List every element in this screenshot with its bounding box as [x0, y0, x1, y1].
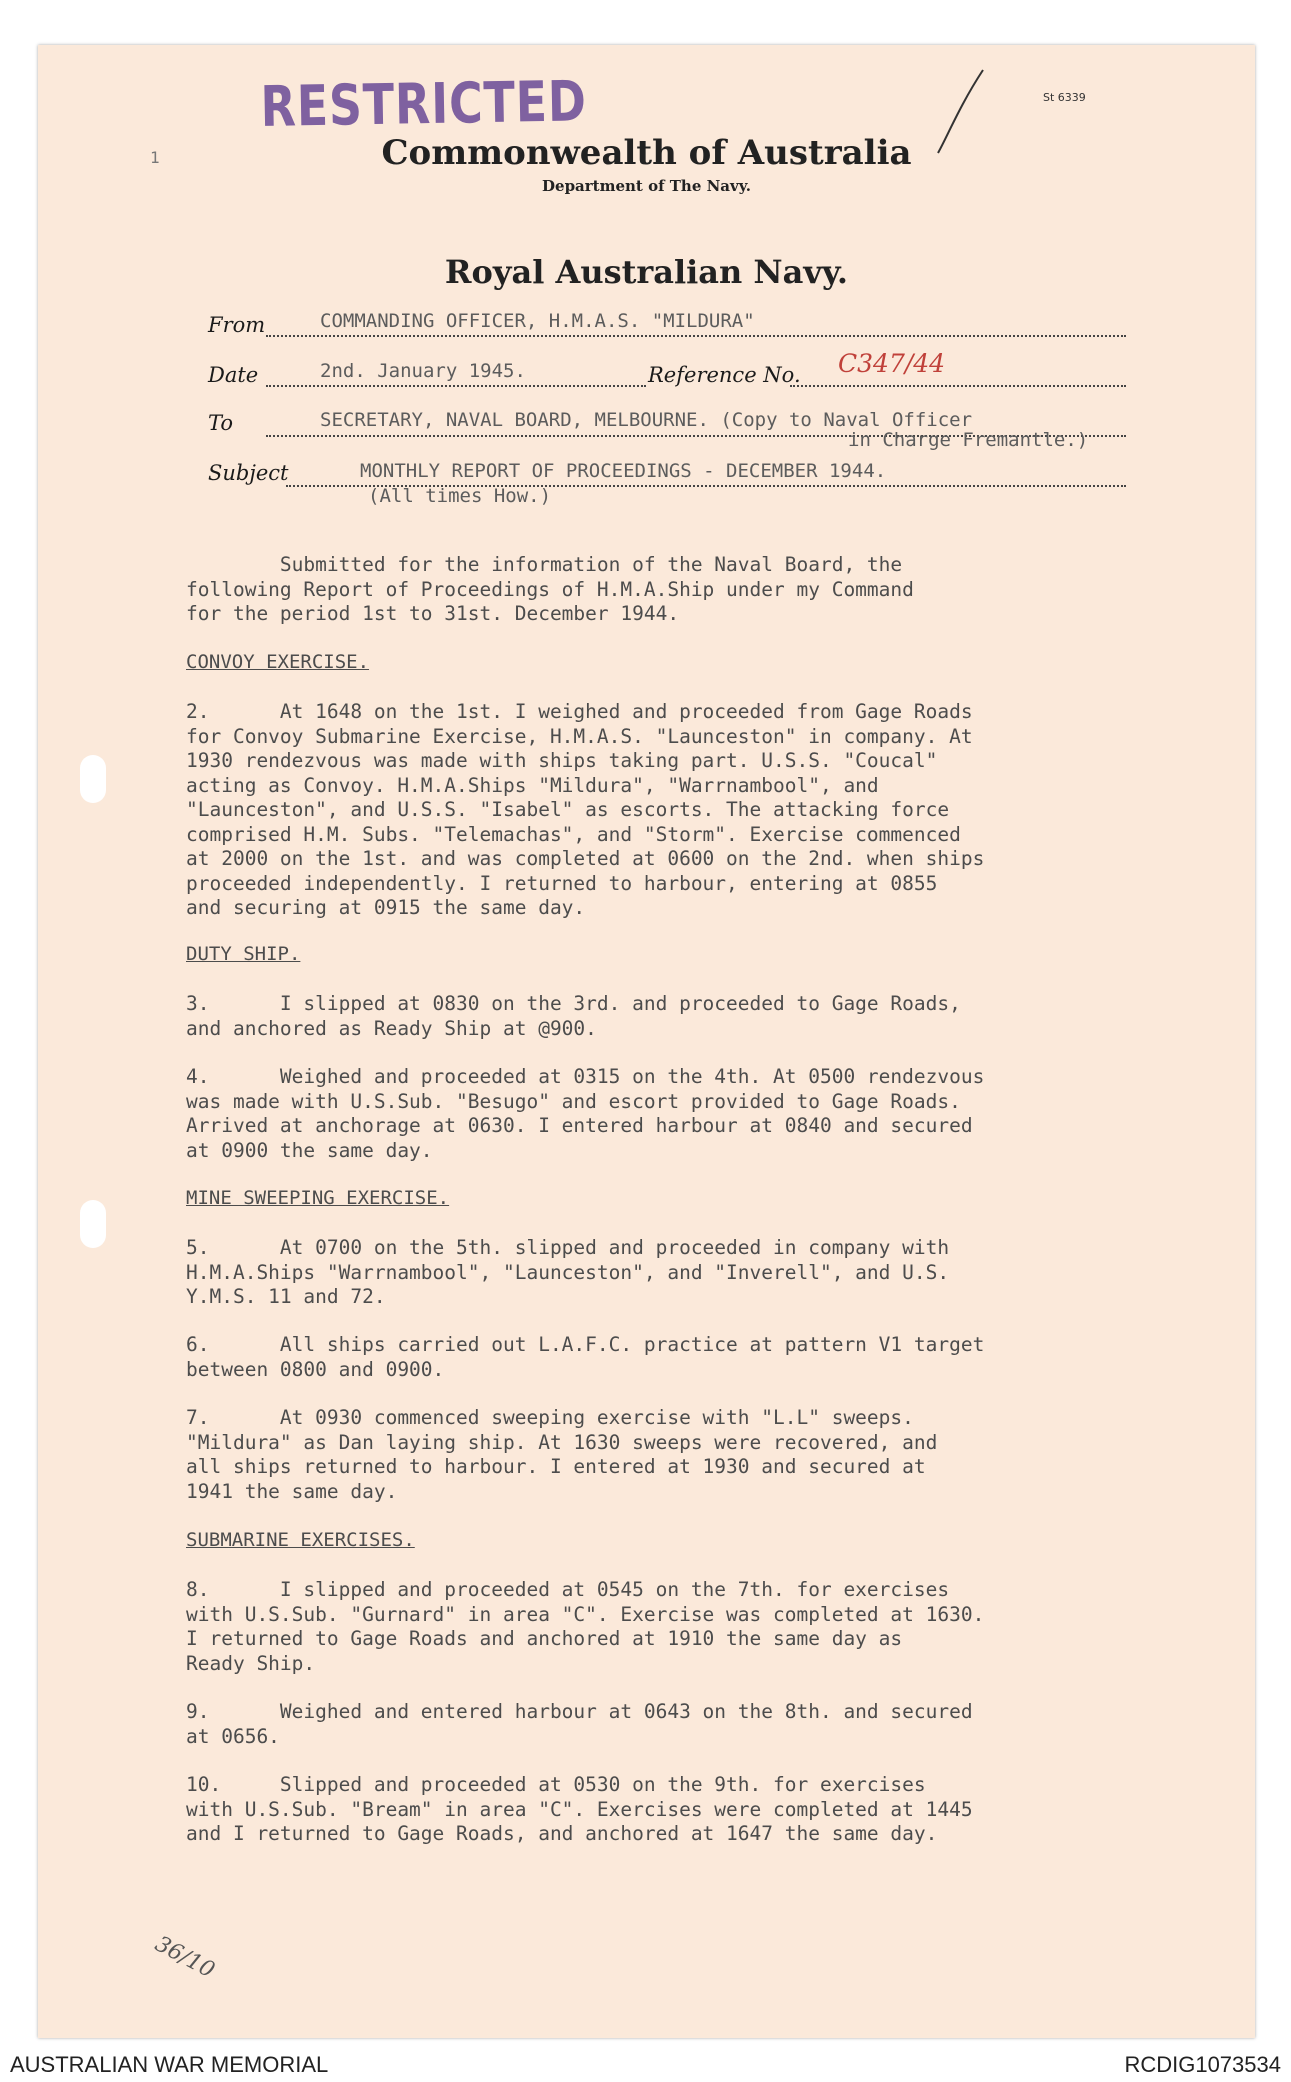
from-label: From [208, 313, 266, 337]
from-rule [266, 335, 1126, 337]
section-heading: SUBMARINE EXERCISES. [186, 1529, 415, 1551]
page-mark: 1 [150, 148, 160, 167]
heading-department: Department of The Navy. [542, 177, 751, 195]
from-value: COMMANDING OFFICER, H.M.A.S. "MILDURA" [320, 310, 755, 332]
section-heading: CONVOY EXERCISE. [186, 651, 370, 673]
document-sheet [38, 45, 1255, 2038]
heading-commonwealth: Commonwealth of Australia [381, 133, 912, 173]
date-label: Date [208, 363, 259, 387]
date-value: 2nd. January 1945. [320, 360, 526, 382]
paragraph: 3. I slipped at 0830 on the 3rd. and proceeded to Gage Roads, and anchored as Ready Ship at @900. [186, 992, 961, 1040]
punch-hole [80, 755, 106, 803]
to-label: To [208, 411, 234, 435]
paragraph: 7. At 0930 commenced sweeping exercise with "L.L" sweeps. "Mildura" as Dan laying ship. At 1630 sweeps were recovered, and all ships returned to harbour. I entered at 1930 and secured at 1941 the same day. [186, 1406, 938, 1503]
footer-right: RCDIG1073534 [1124, 2052, 1281, 2077]
paragraph: 6. All ships carried out L.A.F.C. practice at pattern V1 target between 0800 and 0900. [186, 1333, 985, 1381]
reference-rule [790, 385, 1126, 387]
pencil-annotation: 36/10 [150, 1931, 219, 1984]
subject-label: Subject [208, 461, 289, 485]
to-value-line2: in Charge Fremantle.) [848, 429, 1089, 451]
section-heading: MINE SWEEPING EXERCISE. [186, 1187, 450, 1209]
footer-left: AUSTRALIAN WAR MEMORIAL [10, 2052, 329, 2077]
to-value-line1: SECRETARY, NAVAL BOARD, MELBOURNE. (Copy to Naval Officer [320, 409, 973, 431]
subject-value: MONTHLY REPORT OF PROCEEDINGS - DECEMBER 1944. [360, 460, 887, 482]
paragraph: 9. Weighed and entered harbour at 0643 on the 8th. and secured at 0656. [186, 1700, 973, 1748]
paragraph: 10. Slipped and proceeded at 0530 on the 9th. for exercises with U.S.Sub. "Bream" in area "C". Exercises were completed at 1445 and I returned to Gage Roads, and anchored at 1647 the same day. [186, 1773, 973, 1845]
reference-value: C347/44 [838, 349, 946, 378]
subject-note: (All times How.) [368, 485, 552, 507]
restricted-stamp: RESTRICTED [260, 69, 588, 140]
section-heading: DUTY SHIP. [186, 943, 301, 965]
punch-hole [80, 1200, 106, 1248]
paragraph: 8. I slipped and proceeded at 0545 on the 7th. for exercises with U.S.Sub. "Gurnard" in area "C". Exercise was completed at 1630. I returned to Gage Roads and anchored at 1910 the same day as Ready Ship. [186, 1578, 985, 1675]
paragraph: 4. Weighed and proceeded at 0315 on the 4th. At 0500 rendezvous was made with U.S.Sub. "Besugo" and escort provided to Gage Roads. Arrived at anchorage at 0630. I entered harbour at 0840 and secured at 0900 the same day. [186, 1065, 985, 1162]
heading-ran: Royal Australian Navy. [444, 253, 849, 291]
form-number: St 6339 [1043, 91, 1086, 104]
intro-paragraph: Submitted for the information of the Naval Board, the following Report of Proceedings of H.M.A.Ship under my Command for the period 1st to 31st. December 1944. [186, 553, 914, 625]
date-rule [266, 385, 646, 387]
paragraph: 2. At 1648 on the 1st. I weighed and proceeded from Gage Roads for Convoy Submarine Exercise, H.M.A.S. "Launceston" in company. At 1930 rendezvous was made with ships taking part. U.S.S. "Coucal" acting as Convoy. H.M.A.Ships "Mildura", "Warrnambool", and "Launceston", and U.S.S. "Isabel" as escorts. The attacking force comprised H.M. Subs. "Telemachas", and "Storm". Exercise commenced at 2000 on the 1st. and was completed at 0600 on the 2nd. when ships proceeded independently. I returned to harbour, entering at 0855 and securing at 0915 the same day. [186, 700, 985, 919]
paragraph: 5. At 0700 on the 5th. slipped and proceeded in company with H.M.A.Ships "Warrnambool", "Launceston", and "Inverell", and U.S. Y.M.S. 11 and 72. [186, 1236, 950, 1308]
reference-label: Reference No. [648, 363, 801, 387]
